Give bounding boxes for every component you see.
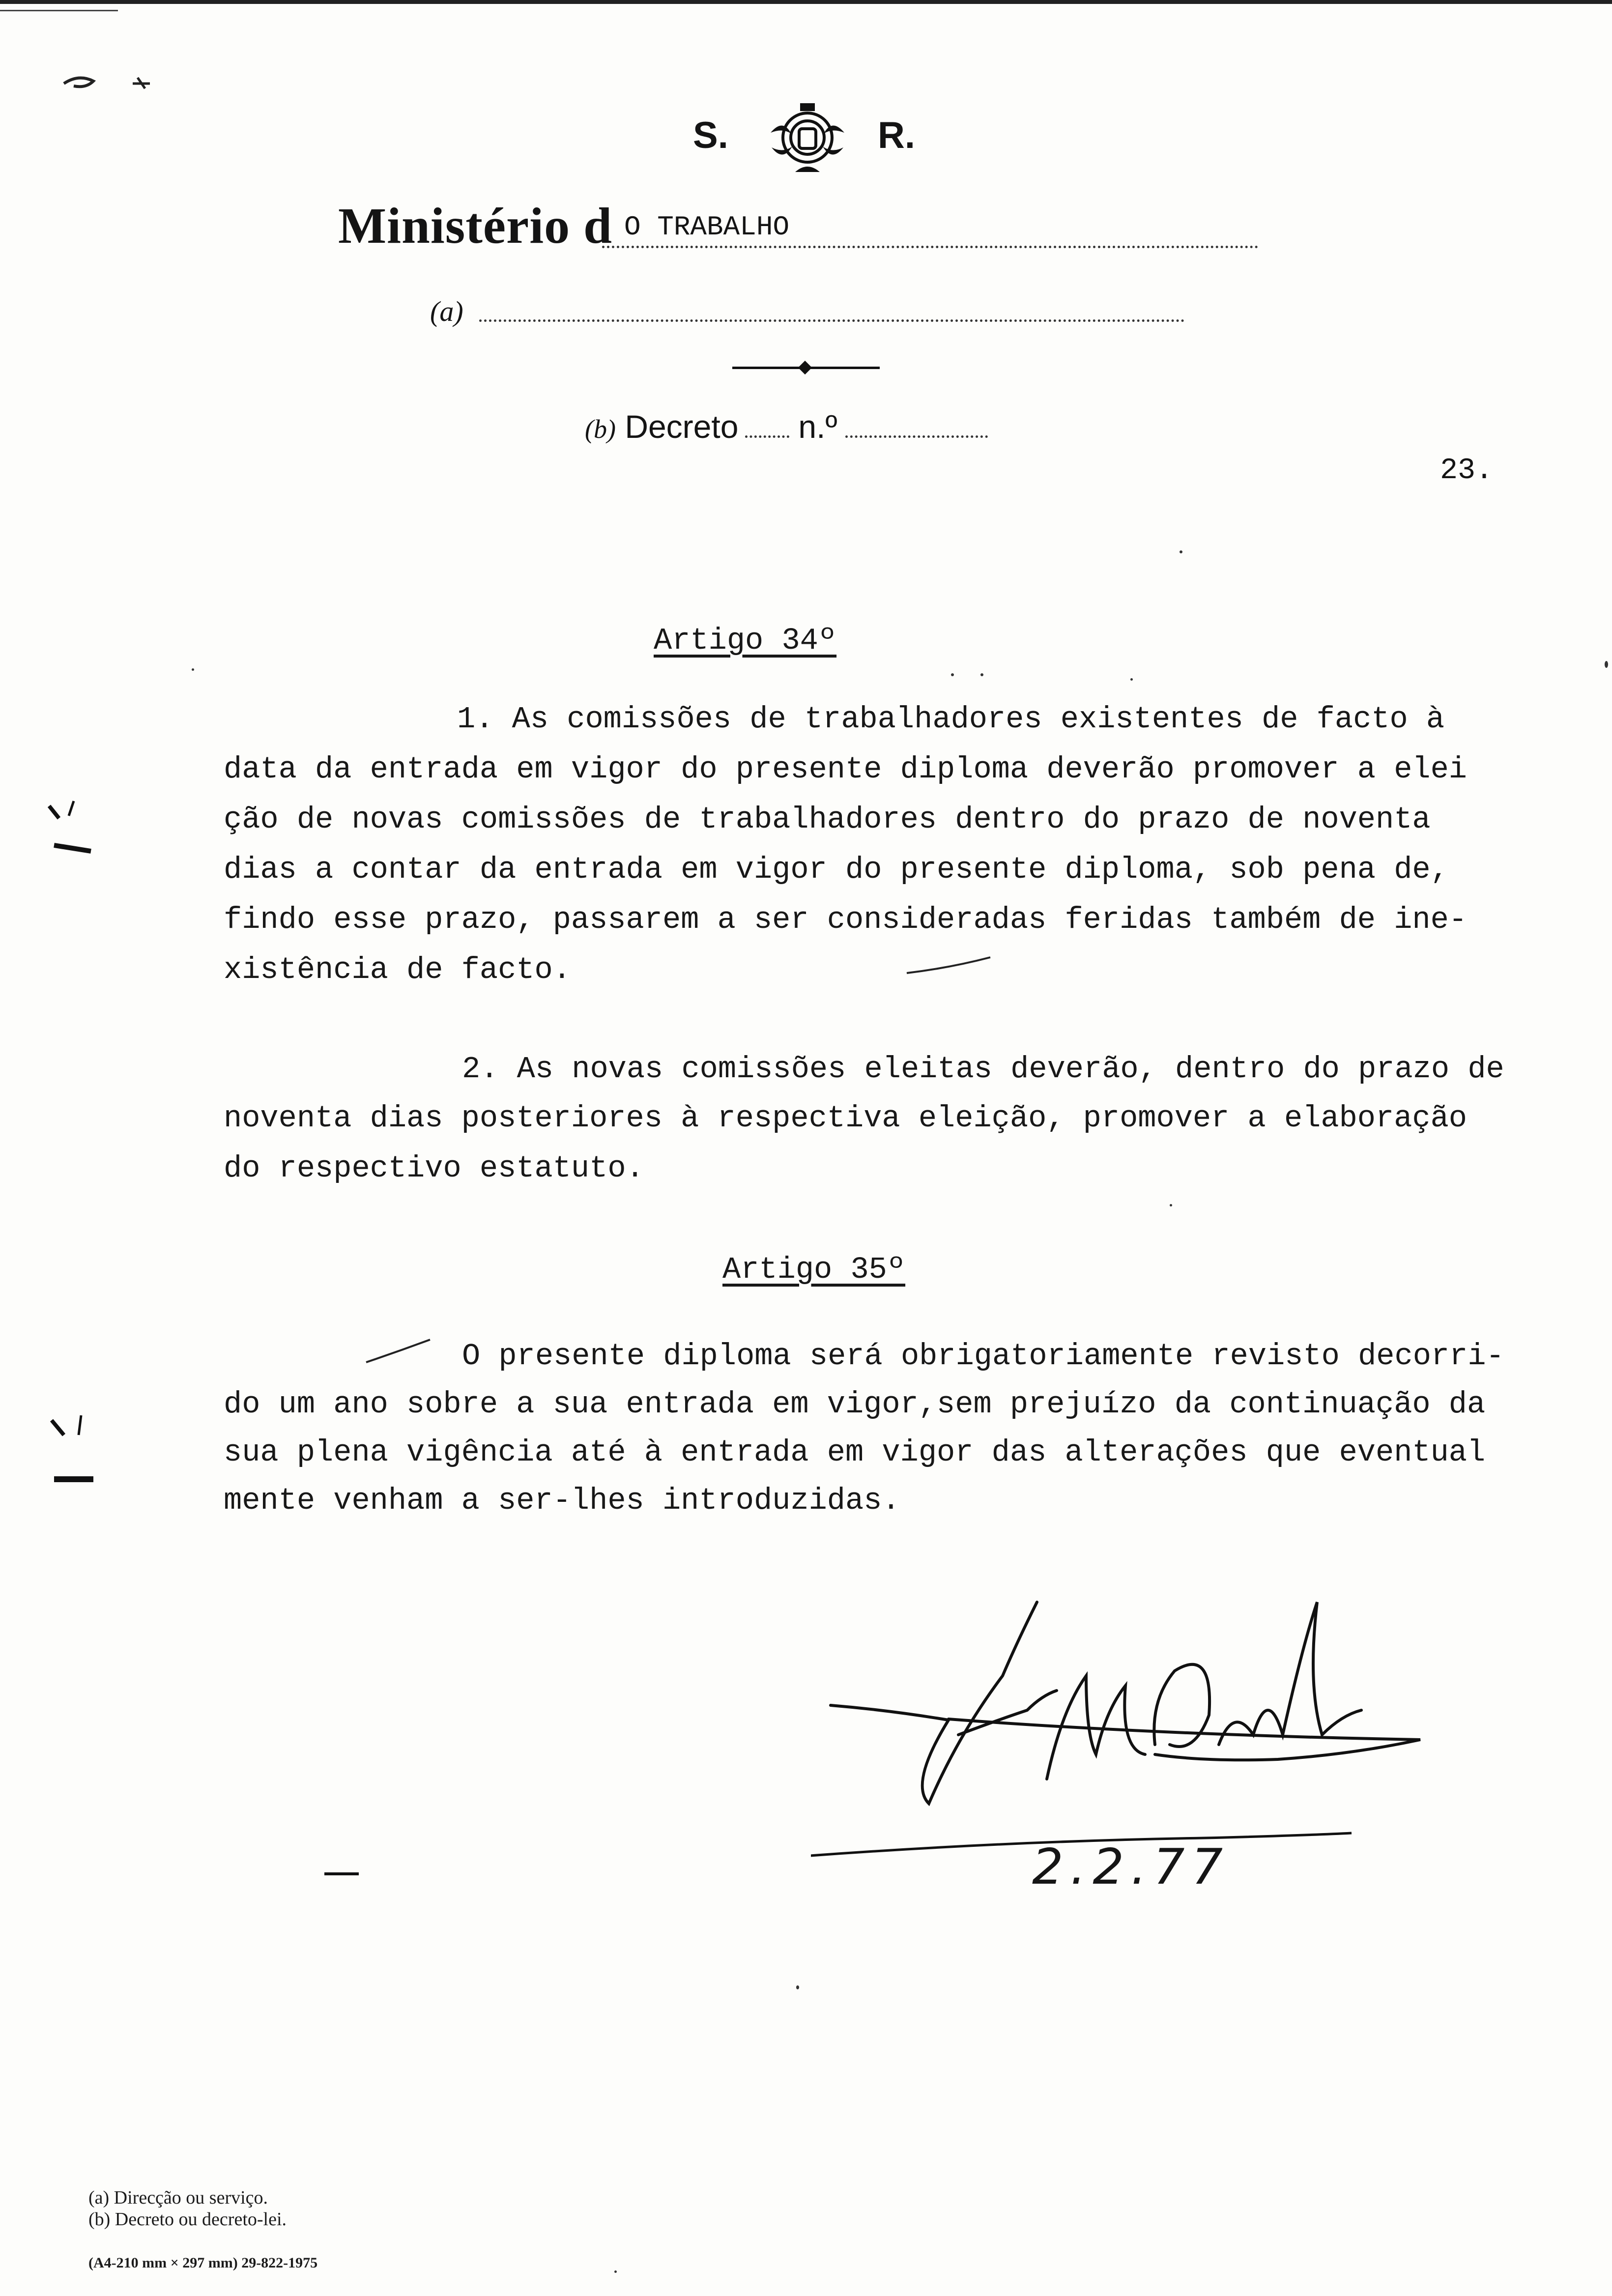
decree-dotted-line [745, 430, 789, 438]
article-34-line: noventa dias posteriores à respectiva eleição, promover a elaboração [224, 1101, 1468, 1136]
scan-speck [614, 2270, 617, 2273]
scan-speck [1180, 550, 1182, 553]
article-35-heading: Artigo 35º [722, 1252, 906, 1287]
article-35-line: sua plena vigência até à entrada em vigor das alterações que eventual [224, 1435, 1486, 1470]
article-35-line: O presente diploma será obrigatoriamente revisto decorri- [462, 1339, 1504, 1374]
article-34-line: findo esse prazo, passarem a ser consideradas feridas também de ine- [224, 902, 1468, 937]
footnote-a: (a) Direcção ou serviço. [88, 2187, 268, 2208]
article-35-line: do um ano sobre a sua entrada em vigor,sem prejuízo da continuação da [224, 1387, 1486, 1422]
scan-speck [980, 673, 983, 676]
ministry-dotted-line [602, 246, 1258, 248]
article-34-line: xistência de facto. [224, 952, 571, 987]
field-a-marker: (a) [430, 295, 463, 327]
scan-speck [796, 1985, 799, 1989]
article-34-line: do respectivo estatuto. [224, 1151, 644, 1186]
article-34-heading: Artigo 34º [654, 623, 837, 658]
handwritten-signature-image [811, 1587, 1445, 1863]
coat-of-arms-icon [761, 98, 854, 177]
footnote-b: (b) Decreto ou decreto-lei. [88, 2209, 287, 2230]
article-34-line: 1. As comissões de trabalhadores existentes de facto à [457, 702, 1445, 737]
article-34-line: data da entrada em vigor do presente diploma deverão promover a elei [224, 752, 1468, 787]
page-number: 23. [1440, 454, 1494, 488]
ornament-diamond-icon [798, 361, 812, 374]
footnotes [88, 2187, 287, 2230]
article-34-line: dias a contar da entrada em vigor do presente diploma, sob pena de, [224, 852, 1449, 887]
ministry-value: O TRABALHO [624, 211, 790, 243]
field-a-dotted-line [479, 319, 1184, 322]
pen-stroke-mark [364, 1337, 432, 1366]
scan-speck [951, 673, 954, 676]
scan-speck [1170, 1204, 1172, 1206]
decree-label: Decreto [625, 408, 739, 445]
scan-speck [1130, 678, 1133, 681]
pen-stroke-mark [904, 953, 993, 978]
form-code: (A4-210 mm × 297 mm) 29-822-1975 [88, 2255, 318, 2271]
scan-speck [1605, 661, 1608, 668]
number-dotted-line [845, 430, 988, 438]
top-edge-rule [0, 0, 1612, 4]
margin-punch-mark [44, 1406, 98, 1484]
top-edge-mark [0, 10, 118, 11]
ministry-label: Ministério d [338, 198, 612, 254]
number-label: n.º [798, 408, 837, 445]
emblem-right-letter: R. [878, 115, 915, 156]
signature-date: 2.2.77 [1032, 1838, 1230, 1895]
margin-punch-mark [44, 796, 98, 855]
decree-line [585, 408, 988, 445]
article-34-line: 2. As novas comissões eleitas deverão, dentro do prazo de [462, 1052, 1504, 1087]
decree-marker: (b) [585, 414, 616, 444]
corner-scribble-mark [59, 69, 157, 98]
margin-dash-mark [324, 1872, 359, 1875]
emblem-left-letter: S. [693, 115, 728, 156]
scan-speck [192, 668, 194, 671]
article-35-line: mente venham a ser-lhes introduzidas. [224, 1483, 900, 1518]
article-34-line: ção de novas comissões de trabalhadores dentro do prazo de noventa [224, 802, 1431, 837]
